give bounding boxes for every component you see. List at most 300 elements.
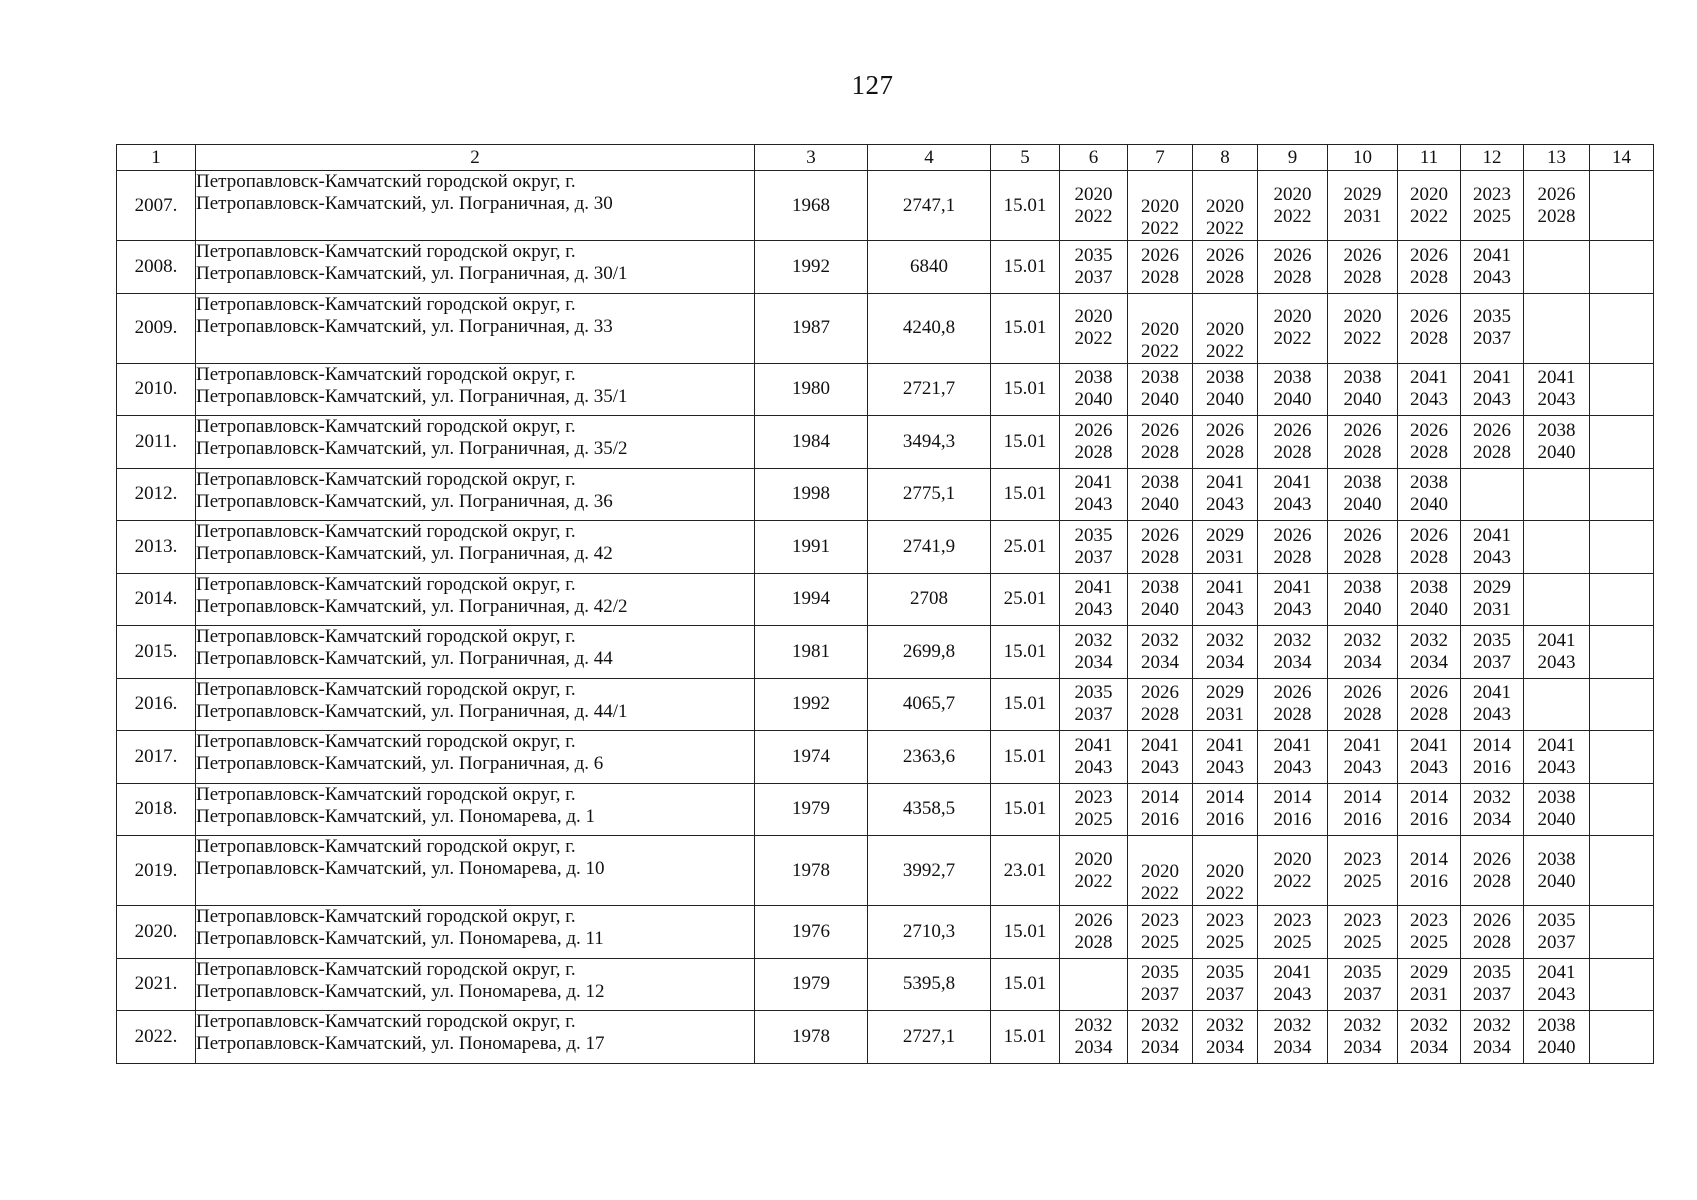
period-cell-col-7 xyxy=(1128,241,1193,294)
period-start-year: 2020 xyxy=(1206,861,1244,882)
period-start-year: 2035 xyxy=(1343,962,1382,984)
total-area: 4240,8 xyxy=(868,293,991,363)
year-built: 1981 xyxy=(755,626,868,679)
period-start-year: 2032 xyxy=(1206,1014,1244,1036)
code-cell: 15.01 xyxy=(991,958,1060,1011)
row-number: 2014. xyxy=(117,573,196,626)
period-cell-col-7 xyxy=(1128,521,1193,574)
period-end-year: 2016 xyxy=(1473,756,1511,778)
period-end-year: 2028 xyxy=(1410,266,1448,288)
address-line: Петропавловск-Камчатский городской округ, г. xyxy=(196,678,576,700)
period-start-year: 2026 xyxy=(1141,244,1179,266)
period-cell-col-9 xyxy=(1258,906,1328,959)
period-start-year: 2014 xyxy=(1410,787,1448,809)
period-end-year: 2043 xyxy=(1206,756,1244,778)
period-start-year: 2032 xyxy=(1074,629,1113,651)
period-cell-col-11 xyxy=(1398,241,1461,294)
period-cell-col-11 xyxy=(1398,678,1461,731)
period-cell-col-10 xyxy=(1328,171,1398,241)
address-line: Петропавловск-Камчатский городской округ, г. xyxy=(196,626,576,647)
address-cell xyxy=(196,958,755,1011)
period-end-year: 2028 xyxy=(1141,266,1179,288)
period-cell-col-9 xyxy=(1258,363,1328,416)
table-row xyxy=(117,468,1654,521)
period-start-year: 2023 xyxy=(1473,183,1511,205)
period-start-year: 2041 xyxy=(1273,962,1312,984)
period-end-year: 2034 xyxy=(1410,651,1448,673)
period-end-year: 2031 xyxy=(1410,984,1448,1006)
period-start-year: 2026 xyxy=(1206,244,1244,266)
period-cell-col-14 xyxy=(1590,678,1654,731)
period-cell-col-6 xyxy=(1060,416,1128,469)
period-end-year: 2016 xyxy=(1206,809,1244,831)
address-cell xyxy=(196,573,755,626)
row-number: 2018. xyxy=(117,783,196,836)
period-cell-col-11 xyxy=(1398,521,1461,574)
period-start-year: 2026 xyxy=(1141,419,1179,441)
code-cell: 15.01 xyxy=(991,171,1060,241)
period-end-year: 2043 xyxy=(1537,651,1576,673)
column-header-12: 12 xyxy=(1461,145,1524,171)
code-cell: 15.01 xyxy=(991,416,1060,469)
period-cell-col-10 xyxy=(1328,836,1398,906)
period-cell-col-12 xyxy=(1461,293,1524,363)
code-cell: 25.01 xyxy=(991,573,1060,626)
period-cell-col-12 xyxy=(1461,468,1524,521)
period-start-year: 2032 xyxy=(1273,629,1312,651)
address-line: Петропавловск-Камчатский городской округ, г. xyxy=(196,363,576,385)
period-cell-col-13 xyxy=(1524,731,1590,784)
period-end-year: 2022 xyxy=(1074,328,1113,349)
column-header-13: 13 xyxy=(1524,145,1590,171)
address-line: Петропавловск-Камчатский городской округ, г. xyxy=(196,293,576,315)
period-cell-col-14 xyxy=(1590,468,1654,521)
period-start-year: 2038 xyxy=(1273,367,1312,389)
period-cell-col-12 xyxy=(1461,678,1524,731)
total-area: 2741,9 xyxy=(868,521,991,574)
period-cell-col-6 xyxy=(1060,958,1128,1011)
period-cell-col-13 xyxy=(1524,241,1590,294)
period-cell-col-6 xyxy=(1060,836,1128,906)
period-cell-col-14 xyxy=(1590,731,1654,784)
period-cell-col-10 xyxy=(1328,521,1398,574)
period-end-year: 2028 xyxy=(1141,441,1179,463)
period-start-year: 2041 xyxy=(1343,734,1382,756)
row-number: 2012. xyxy=(117,468,196,521)
period-start-year: 2032 xyxy=(1074,1014,1113,1036)
period-end-year: 2043 xyxy=(1074,599,1113,621)
period-start-year: 2020 xyxy=(1273,183,1312,205)
period-start-year: 2014 xyxy=(1410,848,1448,870)
period-start-year: 2023 xyxy=(1206,909,1244,931)
period-cell-col-14 xyxy=(1590,958,1654,1011)
period-cell-col-12 xyxy=(1461,573,1524,626)
column-number-header-row xyxy=(117,145,1654,171)
address-line: Петропавловск-Камчатский городской округ, г. xyxy=(196,521,576,542)
period-end-year: 2034 xyxy=(1206,651,1244,673)
period-end-year: 2040 xyxy=(1074,389,1113,411)
period-cell-col-6 xyxy=(1060,468,1128,521)
period-end-year: 2022 xyxy=(1273,328,1312,349)
period-end-year: 2022 xyxy=(1141,883,1179,904)
period-start-year: 2038 xyxy=(1410,577,1448,599)
code-cell: 15.01 xyxy=(991,626,1060,679)
period-start-year: 2041 xyxy=(1074,472,1113,494)
period-start-year: 2035 xyxy=(1206,962,1244,984)
address-line: Петропавловск-Камчатский, ул. Пограничная, д. 6 xyxy=(196,753,604,774)
period-cell-col-10 xyxy=(1328,468,1398,521)
period-cell-col-13 xyxy=(1524,573,1590,626)
code-cell: 15.01 xyxy=(991,678,1060,731)
period-start-year: 2023 xyxy=(1141,909,1179,931)
period-start-year: 2041 xyxy=(1273,734,1312,756)
period-cell-col-12 xyxy=(1461,171,1524,241)
period-cell-col-12 xyxy=(1461,958,1524,1011)
period-end-year: 2028 xyxy=(1410,441,1448,463)
table-row xyxy=(117,521,1654,574)
period-cell-col-8 xyxy=(1193,906,1258,959)
period-cell-col-7 xyxy=(1128,783,1193,836)
period-cell-col-6 xyxy=(1060,731,1128,784)
column-header-2: 2 xyxy=(196,145,755,171)
table-row xyxy=(117,906,1654,959)
period-end-year: 2022 xyxy=(1273,870,1312,892)
column-header-4: 4 xyxy=(868,145,991,171)
period-end-year: 2037 xyxy=(1473,651,1511,673)
period-end-year: 2028 xyxy=(1074,441,1113,463)
period-start-year: 2026 xyxy=(1343,244,1382,266)
period-start-year: 2026 xyxy=(1410,306,1448,327)
period-start-year: 2026 xyxy=(1273,419,1312,441)
address-line: Петропавловск-Камчатский, ул. Пономарева, д. 10 xyxy=(196,858,605,879)
period-end-year: 2028 xyxy=(1273,441,1312,463)
period-end-year: 2025 xyxy=(1343,870,1382,892)
year-built: 1978 xyxy=(755,1011,868,1064)
period-start-year: 2029 xyxy=(1410,962,1448,984)
code-cell: 15.01 xyxy=(991,468,1060,521)
column-header-9: 9 xyxy=(1258,145,1328,171)
period-end-year: 2043 xyxy=(1410,756,1448,778)
period-start-year: 2041 xyxy=(1273,472,1312,494)
period-end-year: 2034 xyxy=(1273,651,1312,673)
table-row xyxy=(117,171,1654,241)
period-cell-col-7 xyxy=(1128,906,1193,959)
period-cell-col-14 xyxy=(1590,293,1654,363)
address-line: Петропавловск-Камчатский, ул. Пограничная, д. 30 xyxy=(196,193,613,214)
row-number: 2022. xyxy=(117,1011,196,1064)
period-cell-col-9 xyxy=(1258,836,1328,906)
code-cell: 15.01 xyxy=(991,906,1060,959)
row-number: 2020. xyxy=(117,906,196,959)
period-end-year: 2028 xyxy=(1537,205,1576,227)
period-cell-col-14 xyxy=(1590,626,1654,679)
period-cell-col-11 xyxy=(1398,468,1461,521)
total-area: 5395,8 xyxy=(868,958,991,1011)
column-header-3: 3 xyxy=(755,145,868,171)
period-start-year: 2026 xyxy=(1537,183,1576,205)
period-end-year: 2043 xyxy=(1473,546,1511,568)
period-start-year: 2035 xyxy=(1074,244,1113,266)
period-start-year: 2014 xyxy=(1273,787,1312,809)
table-body xyxy=(117,171,1654,1064)
period-start-year: 2041 xyxy=(1206,577,1244,599)
period-cell-col-14 xyxy=(1590,521,1654,574)
period-cell-col-7 xyxy=(1128,363,1193,416)
period-start-year: 2035 xyxy=(1074,682,1113,704)
period-start-year: 2032 xyxy=(1473,1014,1511,1036)
year-built: 1994 xyxy=(755,573,868,626)
period-cell-col-10 xyxy=(1328,906,1398,959)
period-end-year: 2031 xyxy=(1206,546,1244,568)
period-end-year: 2040 xyxy=(1206,389,1244,411)
period-start-year: 2041 xyxy=(1473,367,1511,389)
period-cell-col-6 xyxy=(1060,521,1128,574)
period-cell-col-13 xyxy=(1524,958,1590,1011)
address-line: Петропавловск-Камчатский, ул. Пономарева, д. 1 xyxy=(196,805,596,827)
period-start-year: 2041 xyxy=(1473,244,1511,266)
period-cell-col-6 xyxy=(1060,626,1128,679)
period-cell-col-13 xyxy=(1524,521,1590,574)
row-number: 2016. xyxy=(117,678,196,731)
period-cell-col-10 xyxy=(1328,783,1398,836)
period-start-year: 2026 xyxy=(1473,419,1511,441)
address-line: Петропавловск-Камчатский городской округ, г. xyxy=(196,416,576,437)
period-start-year: 2026 xyxy=(1343,682,1382,704)
period-end-year: 2025 xyxy=(1410,931,1448,953)
period-cell-col-8 xyxy=(1193,836,1258,906)
period-cell-col-10 xyxy=(1328,293,1398,363)
address-line: Петропавловск-Камчатский, ул. Пограничная, д. 42/2 xyxy=(196,595,628,617)
address-line: Петропавловск-Камчатский, ул. Пограничная, д. 36 xyxy=(196,490,613,512)
code-cell: 23.01 xyxy=(991,836,1060,906)
address-cell xyxy=(196,468,755,521)
period-start-year: 2020 xyxy=(1141,861,1179,882)
year-built: 1998 xyxy=(755,468,868,521)
period-cell-col-11 xyxy=(1398,731,1461,784)
period-end-year: 2040 xyxy=(1537,441,1576,463)
period-start-year: 2038 xyxy=(1141,577,1179,599)
period-start-year: 2020 xyxy=(1206,318,1244,340)
period-end-year: 2034 xyxy=(1343,651,1382,673)
period-cell-col-7 xyxy=(1128,731,1193,784)
period-start-year: 2041 xyxy=(1074,734,1113,756)
address-line: Петропавловск-Камчатский, ул. Пограничная, д. 35/2 xyxy=(196,438,628,459)
table-row xyxy=(117,293,1654,363)
period-end-year: 2016 xyxy=(1273,809,1312,831)
period-cell-col-8 xyxy=(1193,573,1258,626)
address-line: Петропавловск-Камчатский городской округ, г. xyxy=(196,958,576,980)
period-end-year: 2037 xyxy=(1206,984,1244,1006)
period-cell-col-12 xyxy=(1461,241,1524,294)
address-cell xyxy=(196,171,755,241)
period-end-year: 2040 xyxy=(1537,870,1576,892)
period-cell-col-12 xyxy=(1461,836,1524,906)
period-cell-col-10 xyxy=(1328,363,1398,416)
period-cell-col-8 xyxy=(1193,468,1258,521)
period-start-year: 2038 xyxy=(1537,1014,1576,1036)
period-end-year: 2022 xyxy=(1273,205,1312,227)
period-cell-col-10 xyxy=(1328,678,1398,731)
period-start-year: 2026 xyxy=(1273,682,1312,704)
period-end-year: 2016 xyxy=(1141,809,1179,831)
period-end-year: 2022 xyxy=(1343,328,1382,349)
period-start-year: 2032 xyxy=(1343,629,1382,651)
table-row xyxy=(117,416,1654,469)
period-cell-col-13 xyxy=(1524,836,1590,906)
period-end-year: 2028 xyxy=(1473,441,1511,463)
period-start-year: 2026 xyxy=(1473,848,1511,870)
period-end-year: 2037 xyxy=(1537,931,1576,953)
period-start-year: 2041 xyxy=(1074,577,1113,599)
period-cell-col-9 xyxy=(1258,678,1328,731)
row-number: 2019. xyxy=(117,836,196,906)
column-header-11: 11 xyxy=(1398,145,1461,171)
period-start-year: 2026 xyxy=(1273,524,1312,546)
period-end-year: 2022 xyxy=(1206,883,1244,904)
period-start-year: 2035 xyxy=(1473,306,1511,327)
period-start-year: 2020 xyxy=(1273,306,1312,327)
period-end-year: 2040 xyxy=(1141,494,1179,516)
period-start-year: 2041 xyxy=(1273,577,1312,599)
housing-repair-table xyxy=(116,144,1654,1064)
period-cell-col-8 xyxy=(1193,363,1258,416)
period-start-year: 2041 xyxy=(1473,524,1511,546)
total-area: 2699,8 xyxy=(868,626,991,679)
period-cell-col-6 xyxy=(1060,363,1128,416)
period-start-year: 2023 xyxy=(1273,909,1312,931)
period-cell-col-13 xyxy=(1524,293,1590,363)
period-cell-col-7 xyxy=(1128,836,1193,906)
period-end-year: 2016 xyxy=(1410,870,1448,892)
period-cell-col-14 xyxy=(1590,1011,1654,1064)
period-start-year: 2020 xyxy=(1141,318,1179,340)
year-built: 1992 xyxy=(755,241,868,294)
period-cell-col-12 xyxy=(1461,1011,1524,1064)
table-row xyxy=(117,783,1654,836)
year-built: 1968 xyxy=(755,171,868,241)
period-start-year: 2032 xyxy=(1273,1014,1312,1036)
period-cell-col-12 xyxy=(1461,521,1524,574)
period-end-year: 2034 xyxy=(1206,1036,1244,1058)
period-cell-col-9 xyxy=(1258,573,1328,626)
period-start-year: 2020 xyxy=(1074,183,1113,205)
period-end-year: 2022 xyxy=(1141,340,1179,362)
period-end-year: 2043 xyxy=(1343,756,1382,778)
period-cell-col-13 xyxy=(1524,171,1590,241)
period-cell-col-14 xyxy=(1590,906,1654,959)
total-area: 2710,3 xyxy=(868,906,991,959)
period-cell-col-13 xyxy=(1524,416,1590,469)
table-row xyxy=(117,626,1654,679)
period-cell-col-13 xyxy=(1524,363,1590,416)
period-start-year: 2023 xyxy=(1343,909,1382,931)
period-end-year: 2034 xyxy=(1074,1036,1113,1058)
period-cell-col-8 xyxy=(1193,678,1258,731)
period-start-year: 2035 xyxy=(1473,629,1511,651)
code-cell: 15.01 xyxy=(991,1011,1060,1064)
period-end-year: 2040 xyxy=(1537,1036,1576,1058)
period-cell-col-7 xyxy=(1128,573,1193,626)
period-cell-col-10 xyxy=(1328,416,1398,469)
period-cell-col-8 xyxy=(1193,626,1258,679)
year-built: 1984 xyxy=(755,416,868,469)
period-cell-col-13 xyxy=(1524,1011,1590,1064)
period-cell-col-7 xyxy=(1128,678,1193,731)
period-end-year: 2031 xyxy=(1343,205,1382,227)
period-end-year: 2043 xyxy=(1410,389,1448,411)
address-cell xyxy=(196,678,755,731)
period-start-year: 2032 xyxy=(1206,629,1244,651)
period-end-year: 2028 xyxy=(1141,546,1179,568)
table-row xyxy=(117,1011,1654,1064)
period-start-year: 2014 xyxy=(1206,787,1244,809)
period-start-year: 2032 xyxy=(1410,1014,1448,1036)
period-start-year: 2038 xyxy=(1141,472,1179,494)
address-cell xyxy=(196,836,755,906)
period-cell-col-8 xyxy=(1193,958,1258,1011)
column-header-10: 10 xyxy=(1328,145,1398,171)
period-end-year: 2028 xyxy=(1473,931,1511,953)
address-line: Петропавловск-Камчатский, ул. Пономарева, д. 17 xyxy=(196,1033,605,1054)
address-cell xyxy=(196,293,755,363)
period-end-year: 2022 xyxy=(1206,218,1244,239)
period-end-year: 2034 xyxy=(1473,1036,1511,1058)
period-start-year: 2038 xyxy=(1537,787,1576,809)
period-cell-col-7 xyxy=(1128,468,1193,521)
period-cell-col-7 xyxy=(1128,626,1193,679)
period-start-year: 2032 xyxy=(1141,1014,1179,1036)
period-end-year: 2040 xyxy=(1141,389,1179,411)
period-start-year: 2035 xyxy=(1537,909,1576,931)
period-end-year: 2043 xyxy=(1273,756,1312,778)
row-number: 2007. xyxy=(117,171,196,241)
period-cell-col-6 xyxy=(1060,171,1128,241)
period-cell-col-9 xyxy=(1258,1011,1328,1064)
address-cell xyxy=(196,626,755,679)
period-start-year: 2026 xyxy=(1343,419,1382,441)
address-line: Петропавловск-Камчатский, ул. Пограничная, д. 35/1 xyxy=(196,385,628,407)
period-end-year: 2037 xyxy=(1074,704,1113,726)
address-line: Петропавловск-Камчатский, ул. Пограничная, д. 44 xyxy=(196,648,613,669)
period-start-year: 2026 xyxy=(1410,682,1448,704)
total-area: 2708 xyxy=(868,573,991,626)
period-end-year: 2043 xyxy=(1273,984,1312,1006)
period-cell-col-12 xyxy=(1461,783,1524,836)
row-number: 2017. xyxy=(117,731,196,784)
period-cell-col-11 xyxy=(1398,783,1461,836)
period-end-year: 2028 xyxy=(1473,870,1511,892)
period-start-year: 2023 xyxy=(1074,787,1113,809)
period-end-year: 2028 xyxy=(1206,266,1244,288)
address-line: Петропавловск-Камчатский городской округ, г. xyxy=(196,731,576,752)
period-end-year: 2043 xyxy=(1473,266,1511,288)
period-cell-col-14 xyxy=(1590,416,1654,469)
period-cell-col-6 xyxy=(1060,241,1128,294)
period-cell-col-11 xyxy=(1398,171,1461,241)
address-line: Петропавловск-Камчатский городской округ, г. xyxy=(196,468,576,490)
period-cell-col-11 xyxy=(1398,293,1461,363)
period-end-year: 2037 xyxy=(1074,546,1113,568)
period-cell-col-11 xyxy=(1398,906,1461,959)
period-end-year: 2043 xyxy=(1074,494,1113,516)
period-start-year: 2041 xyxy=(1537,629,1576,651)
period-cell-col-9 xyxy=(1258,731,1328,784)
period-start-year: 2023 xyxy=(1410,909,1448,931)
period-cell-col-9 xyxy=(1258,783,1328,836)
address-line: Петропавловск-Камчатский городской округ, г. xyxy=(196,783,576,805)
period-cell-col-12 xyxy=(1461,416,1524,469)
period-start-year: 2029 xyxy=(1206,682,1244,704)
